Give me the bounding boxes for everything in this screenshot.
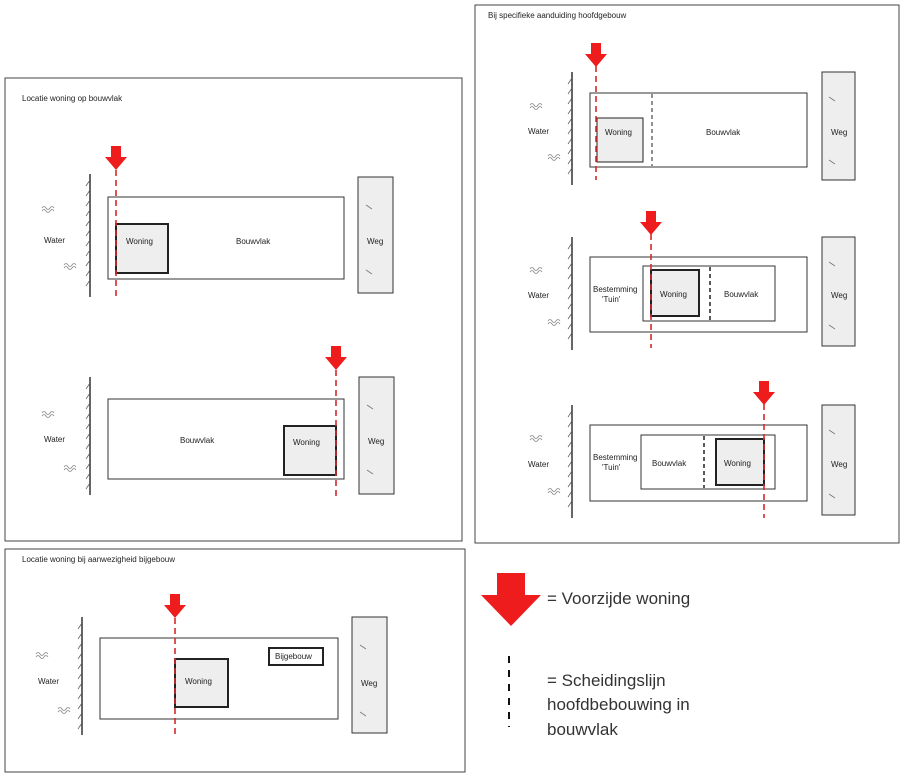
weg-rect [359,377,394,494]
woning-rect [116,224,168,273]
water-label: Water [38,677,60,686]
weg-rect [358,177,393,293]
panel-title: Bij specifieke aanduiding hoofdgebouw [488,11,627,20]
bijgebouw-label: Bijgebouw [275,652,312,661]
weg-label: Weg [831,291,848,300]
weg-rect [352,617,387,733]
water-label: Water [528,460,550,469]
bestemming-label: Bestemming [593,453,638,462]
woning-label: Woning [293,438,320,447]
woning-label: Woning [185,677,212,686]
woning-label: Woning [126,237,153,246]
legend-dash-text-1: = Scheidingslijn [547,671,666,690]
water-label: Water [44,435,66,444]
legend-arrow-icon [481,573,541,626]
woning-label: Woning [724,459,751,468]
bouwvlak-label: Bouwvlak [236,237,271,246]
panel-bijgebouw [5,549,465,772]
tuin-label: 'Tuin' [602,295,621,304]
legend-dash-text-3: bouwvlak [547,720,618,739]
woning-label: Woning [660,290,687,299]
water-label: Water [44,236,66,245]
bouwvlak-label: Bouwvlak [706,128,741,137]
weg-label: Weg [831,460,848,469]
woning-label: Woning [605,128,632,137]
woning-rect [597,118,643,162]
bouwvlak-label: Bouwvlak [724,290,759,299]
panel-title: Locatie woning bij aanwezigheid bijgebouw [22,555,175,564]
weg-label: Weg [367,237,384,246]
weg-label: Weg [831,128,848,137]
bouwvlak-label: Bouwvlak [652,459,687,468]
legend-dash-text-2: hoofdbebouwing in [547,695,690,714]
bestemming-label: Bestemming [593,285,638,294]
tuin-label: 'Tuin' [602,463,621,472]
water-label: Water [528,291,550,300]
panel-locatie-bouwvlak [5,78,462,541]
legend-arrow-text: = Voorzijde woning [547,589,691,608]
legend [481,573,690,739]
weg-rect [822,72,855,180]
panel-title: Locatie woning op bouwvlak [22,94,123,103]
panel-specifieke-aanduiding [475,5,899,543]
woning-rect [284,426,336,475]
water-label: Water [528,127,550,136]
bouwvlak-label: Bouwvlak [180,436,215,445]
weg-label: Weg [368,437,385,446]
weg-label: Weg [361,679,378,688]
